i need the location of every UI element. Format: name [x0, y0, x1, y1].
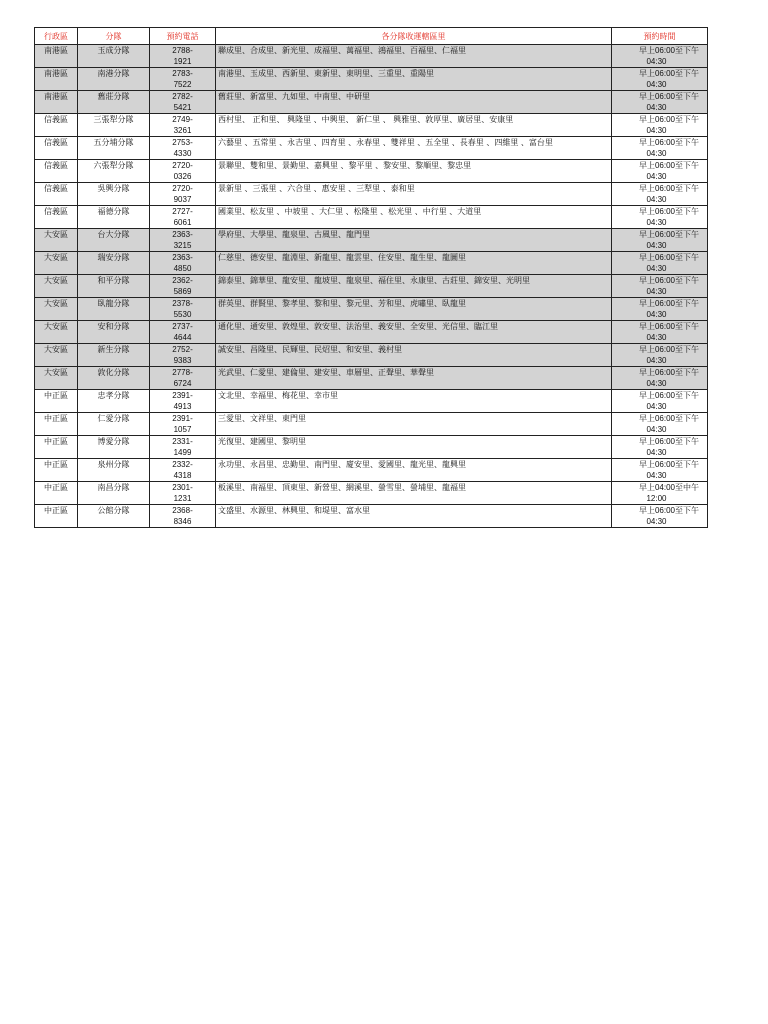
- team-cell: 和平分隊: [78, 275, 150, 298]
- district-cell: 中正區: [35, 390, 78, 413]
- table-row: [35, 252, 708, 275]
- table-row: [35, 505, 708, 528]
- phone-suffix: 5869: [173, 287, 192, 296]
- time-start: 早上06:00至下午: [638, 138, 699, 147]
- table-row: [35, 367, 708, 390]
- areas-cell: 文盛里、水源里、林興里、和堤里、富水里: [216, 505, 612, 528]
- table-row: [35, 436, 708, 459]
- time-end: 04:30: [646, 517, 667, 526]
- team-cell: 三張犁分隊: [78, 114, 150, 137]
- phone-prefix: 2753-: [172, 138, 193, 147]
- phone-prefix: 2783-: [172, 69, 193, 78]
- areas-cell: 文北里、幸福里、梅花里、幸市里: [216, 390, 612, 413]
- district-cell: 大安區: [35, 321, 78, 344]
- team-cell: 瑞安分隊: [78, 252, 150, 275]
- team-cell: 公館分隊: [78, 505, 150, 528]
- areas-cell: 西村里、 正和里、 興隆里 、中興里、 新仁里 、 興雅里、敦厚里、廣居里、安康里: [216, 114, 612, 137]
- district-cell: 大安區: [35, 367, 78, 390]
- phone-suffix: 9383: [173, 356, 192, 365]
- table-row: [35, 413, 708, 436]
- phone-prefix: 2332-: [172, 460, 193, 469]
- time-cell: [612, 229, 708, 252]
- phone-cell: [150, 252, 216, 275]
- district-cell: 大安區: [35, 252, 78, 275]
- time-cell: [612, 413, 708, 436]
- time-start: 早上04:00至中午: [638, 483, 699, 492]
- time-start: 早上06:00至下午: [638, 437, 699, 446]
- time-start: 早上06:00至下午: [638, 184, 699, 193]
- time-start: 早上06:00至下午: [638, 506, 699, 515]
- phone-suffix: 3261: [173, 126, 192, 135]
- district-cell: 中正區: [35, 505, 78, 528]
- phone-suffix: 8346: [173, 517, 192, 526]
- phone-cell: [150, 91, 216, 114]
- time-start: 早上06:00至下午: [638, 69, 699, 78]
- phone-prefix: 2363-: [172, 253, 193, 262]
- header-team: 分隊: [78, 28, 150, 45]
- district-cell: 信義區: [35, 206, 78, 229]
- time-cell: [612, 114, 708, 137]
- district-cell: 中正區: [35, 436, 78, 459]
- time-end: 04:30: [646, 333, 667, 342]
- areas-cell: 誠安里、昌隆里、民輝里、民炤里、和安里、義村里: [216, 344, 612, 367]
- phone-suffix: 9037: [173, 195, 192, 204]
- district-cell: 中正區: [35, 459, 78, 482]
- time-cell: [612, 45, 708, 68]
- time-start: 早上06:00至下午: [638, 391, 699, 400]
- phone-prefix: 2749-: [172, 115, 193, 124]
- phone-cell: [150, 114, 216, 137]
- phone-cell: [150, 482, 216, 505]
- areas-cell: 仁慈里、德安里、龍淵里、新龍里、龍雲里、住安里、龍生里、龍圖里: [216, 252, 612, 275]
- time-end: 04:30: [646, 402, 667, 411]
- phone-prefix: 2727-: [172, 207, 193, 216]
- time-start: 早上06:00至下午: [638, 460, 699, 469]
- header-phone: 預約電話: [150, 28, 216, 45]
- district-cell: 南港區: [35, 45, 78, 68]
- team-cell: 玉成分隊: [78, 45, 150, 68]
- phone-suffix: 1499: [173, 448, 192, 457]
- team-cell: 忠孝分隊: [78, 390, 150, 413]
- time-cell: [612, 482, 708, 505]
- table-row: [35, 91, 708, 114]
- district-cell: 信義區: [35, 114, 78, 137]
- time-end: 04:30: [646, 172, 667, 181]
- phone-prefix: 2778-: [172, 368, 193, 377]
- time-cell: [612, 436, 708, 459]
- time-end: 04:30: [646, 425, 667, 434]
- phone-prefix: 2363-: [172, 230, 193, 239]
- time-start: 早上06:00至下午: [638, 161, 699, 170]
- phone-prefix: 2720-: [172, 184, 193, 193]
- time-cell: [612, 344, 708, 367]
- time-start: 早上06:00至下午: [638, 414, 699, 423]
- district-cell: 大安區: [35, 275, 78, 298]
- team-cell: 五分埔分隊: [78, 137, 150, 160]
- table-row: [35, 459, 708, 482]
- district-cell: 大安區: [35, 229, 78, 252]
- collection-schedule-table: [34, 27, 708, 528]
- phone-prefix: 2362-: [172, 276, 193, 285]
- header-row: [35, 28, 708, 45]
- phone-suffix: 6724: [173, 379, 192, 388]
- areas-cell: 聯成里、合成里、新光里、成福里、萬福里、鴻福里、百福里、仁福里: [216, 45, 612, 68]
- areas-cell: 景聯里、雙和里、景勤里、嘉興里 、黎平里 、黎安里、黎順里、黎忠里: [216, 160, 612, 183]
- team-cell: 舊莊分隊: [78, 91, 150, 114]
- team-cell: 敦化分隊: [78, 367, 150, 390]
- time-cell: [612, 298, 708, 321]
- phone-prefix: 2782-: [172, 92, 193, 101]
- phone-suffix: 1231: [173, 494, 192, 503]
- phone-prefix: 2391-: [172, 391, 193, 400]
- time-start: 早上06:00至下午: [638, 253, 699, 262]
- areas-cell: 板溪里、南福里、頂東里、新營里、網溪里、螢雪里、螢埔里、龍福里: [216, 482, 612, 505]
- table-row: [35, 275, 708, 298]
- header-time: 預約時間: [612, 28, 708, 45]
- time-end: 04:30: [646, 264, 667, 273]
- team-cell: 泉州分隊: [78, 459, 150, 482]
- time-cell: [612, 321, 708, 344]
- phone-suffix: 4850: [173, 264, 192, 273]
- phone-cell: [150, 298, 216, 321]
- areas-cell: 錦泰里、錦華里、龍安里、龍坡里、龍泉里、福住里、永康里、古莊里、錦安里、光明里: [216, 275, 612, 298]
- phone-prefix: 2301-: [172, 483, 193, 492]
- phone-prefix: 2368-: [172, 506, 193, 515]
- table-row: [35, 114, 708, 137]
- team-cell: 博愛分隊: [78, 436, 150, 459]
- time-cell: [612, 206, 708, 229]
- table-row: [35, 160, 708, 183]
- district-cell: 南港區: [35, 91, 78, 114]
- district-cell: 中正區: [35, 482, 78, 505]
- phone-cell: [150, 436, 216, 459]
- team-cell: 仁愛分隊: [78, 413, 150, 436]
- district-cell: 大安區: [35, 344, 78, 367]
- phone-cell: [150, 229, 216, 252]
- time-start: 早上06:00至下午: [638, 46, 699, 55]
- district-cell: 南港區: [35, 68, 78, 91]
- phone-suffix: 3215: [173, 241, 192, 250]
- areas-cell: 光武里、仁愛里、建倫里、建安里、車層里、正聲里、華聲里: [216, 367, 612, 390]
- time-end: 04:30: [646, 448, 667, 457]
- time-cell: [612, 137, 708, 160]
- phone-prefix: 2391-: [172, 414, 193, 423]
- phone-cell: [150, 321, 216, 344]
- time-cell: [612, 367, 708, 390]
- phone-suffix: 6061: [173, 218, 192, 227]
- phone-suffix: 4644: [173, 333, 192, 342]
- time-end: 04:30: [646, 287, 667, 296]
- time-start: 早上06:00至下午: [638, 299, 699, 308]
- areas-cell: 三愛里、文祥里、東門里: [216, 413, 612, 436]
- phone-suffix: 4330: [173, 149, 192, 158]
- time-cell: [612, 183, 708, 206]
- time-start: 早上06:00至下午: [638, 207, 699, 216]
- phone-prefix: 2331-: [172, 437, 193, 446]
- phone-cell: [150, 68, 216, 91]
- time-end: 04:30: [646, 241, 667, 250]
- district-cell: 信義區: [35, 137, 78, 160]
- phone-suffix: 5421: [173, 103, 192, 112]
- time-cell: [612, 91, 708, 114]
- time-end: 04:30: [646, 57, 667, 66]
- areas-cell: 景新里 、三張里 、六合里 、惠安里 、三犁里 、泰和里: [216, 183, 612, 206]
- phone-prefix: 2788-: [172, 46, 193, 55]
- phone-cell: [150, 206, 216, 229]
- phone-cell: [150, 160, 216, 183]
- phone-cell: [150, 505, 216, 528]
- time-end: 04:30: [646, 218, 667, 227]
- table-row: [35, 482, 708, 505]
- areas-cell: 舊莊里、新富里、九如里、中南里、中研里: [216, 91, 612, 114]
- phone-cell: [150, 413, 216, 436]
- phone-cell: [150, 137, 216, 160]
- areas-cell: 群英里、群賢里、黎孝里、黎和里、黎元里、芳和里、虎嘯里、臥龍里: [216, 298, 612, 321]
- time-end: 04:30: [646, 149, 667, 158]
- areas-cell: 學府里、大學里、龍泉里、古風里、龍門里: [216, 229, 612, 252]
- table-row: [35, 390, 708, 413]
- time-cell: [612, 252, 708, 275]
- district-cell: 信義區: [35, 160, 78, 183]
- time-end: 04:30: [646, 195, 667, 204]
- header-district: 行政區: [35, 28, 78, 45]
- phone-prefix: 2752-: [172, 345, 193, 354]
- time-start: 早上06:00至下午: [638, 276, 699, 285]
- district-cell: 中正區: [35, 413, 78, 436]
- phone-cell: [150, 183, 216, 206]
- team-cell: 福德分隊: [78, 206, 150, 229]
- table-row: [35, 206, 708, 229]
- time-end: 04:30: [646, 310, 667, 319]
- areas-cell: 國業里、松友里 、中坡里 、大仁里 、松隆里 、松光里 、中行里 、大道里: [216, 206, 612, 229]
- time-start: 早上06:00至下午: [638, 92, 699, 101]
- phone-suffix: 7522: [173, 80, 192, 89]
- areas-cell: 光復里、建國里、黎明里: [216, 436, 612, 459]
- table-row: [35, 344, 708, 367]
- areas-cell: 南港里、玉成里、西新里、東新里、東明里、三重里、重陽里: [216, 68, 612, 91]
- time-start: 早上06:00至下午: [638, 368, 699, 377]
- table-row: [35, 298, 708, 321]
- time-start: 早上06:00至下午: [638, 230, 699, 239]
- time-end: 04:30: [646, 103, 667, 112]
- areas-cell: 永功里、永昌里、忠勤里、南門里、廈安里、愛國里、龍光里、龍興里: [216, 459, 612, 482]
- time-start: 早上06:00至下午: [638, 115, 699, 124]
- phone-suffix: 0326: [173, 172, 192, 181]
- table-row: [35, 137, 708, 160]
- areas-cell: 通化里、通安里、敦煌里、敦安里、法治里、義安里、全安里、光信里、臨江里: [216, 321, 612, 344]
- team-cell: 六張犁分隊: [78, 160, 150, 183]
- phone-suffix: 5530: [173, 310, 192, 319]
- areas-cell: 六藝里 、五常里 、永吉里 、四育里 、永春里 、雙祥里 、五全里 、長春里 、四維里 、富台里: [216, 137, 612, 160]
- team-cell: 台大分隊: [78, 229, 150, 252]
- time-cell: [612, 160, 708, 183]
- time-end: 04:30: [646, 471, 667, 480]
- time-end: 04:30: [646, 356, 667, 365]
- time-end: 04:30: [646, 126, 667, 135]
- phone-suffix: 1921: [173, 57, 192, 66]
- phone-cell: [150, 275, 216, 298]
- phone-suffix: 4318: [173, 471, 192, 480]
- time-cell: [612, 459, 708, 482]
- phone-prefix: 2378-: [172, 299, 193, 308]
- time-cell: [612, 390, 708, 413]
- time-end: 04:30: [646, 379, 667, 388]
- district-cell: 大安區: [35, 298, 78, 321]
- team-cell: 新生分隊: [78, 344, 150, 367]
- phone-suffix: 4913: [173, 402, 192, 411]
- phone-cell: [150, 344, 216, 367]
- table-row: [35, 45, 708, 68]
- phone-prefix: 2737-: [172, 322, 193, 331]
- district-cell: 信義區: [35, 183, 78, 206]
- team-cell: 南昌分隊: [78, 482, 150, 505]
- phone-cell: [150, 459, 216, 482]
- time-start: 早上06:00至下午: [638, 345, 699, 354]
- time-end: 04:30: [646, 80, 667, 89]
- team-cell: 安和分隊: [78, 321, 150, 344]
- table-row: [35, 183, 708, 206]
- phone-cell: [150, 367, 216, 390]
- header-areas: 各分隊收運轄區里: [216, 28, 612, 45]
- time-end: 12:00: [646, 494, 667, 503]
- time-cell: [612, 275, 708, 298]
- team-cell: 吳興分隊: [78, 183, 150, 206]
- time-start: 早上06:00至下午: [638, 322, 699, 331]
- team-cell: 南港分隊: [78, 68, 150, 91]
- table-row: [35, 229, 708, 252]
- team-cell: 臥龍分隊: [78, 298, 150, 321]
- phone-cell: [150, 45, 216, 68]
- time-cell: [612, 68, 708, 91]
- table-body: [35, 45, 708, 528]
- table-row: [35, 321, 708, 344]
- phone-cell: [150, 390, 216, 413]
- phone-suffix: 1057: [173, 425, 192, 434]
- table-row: [35, 68, 708, 91]
- phone-prefix: 2720-: [172, 161, 193, 170]
- time-cell: [612, 505, 708, 528]
